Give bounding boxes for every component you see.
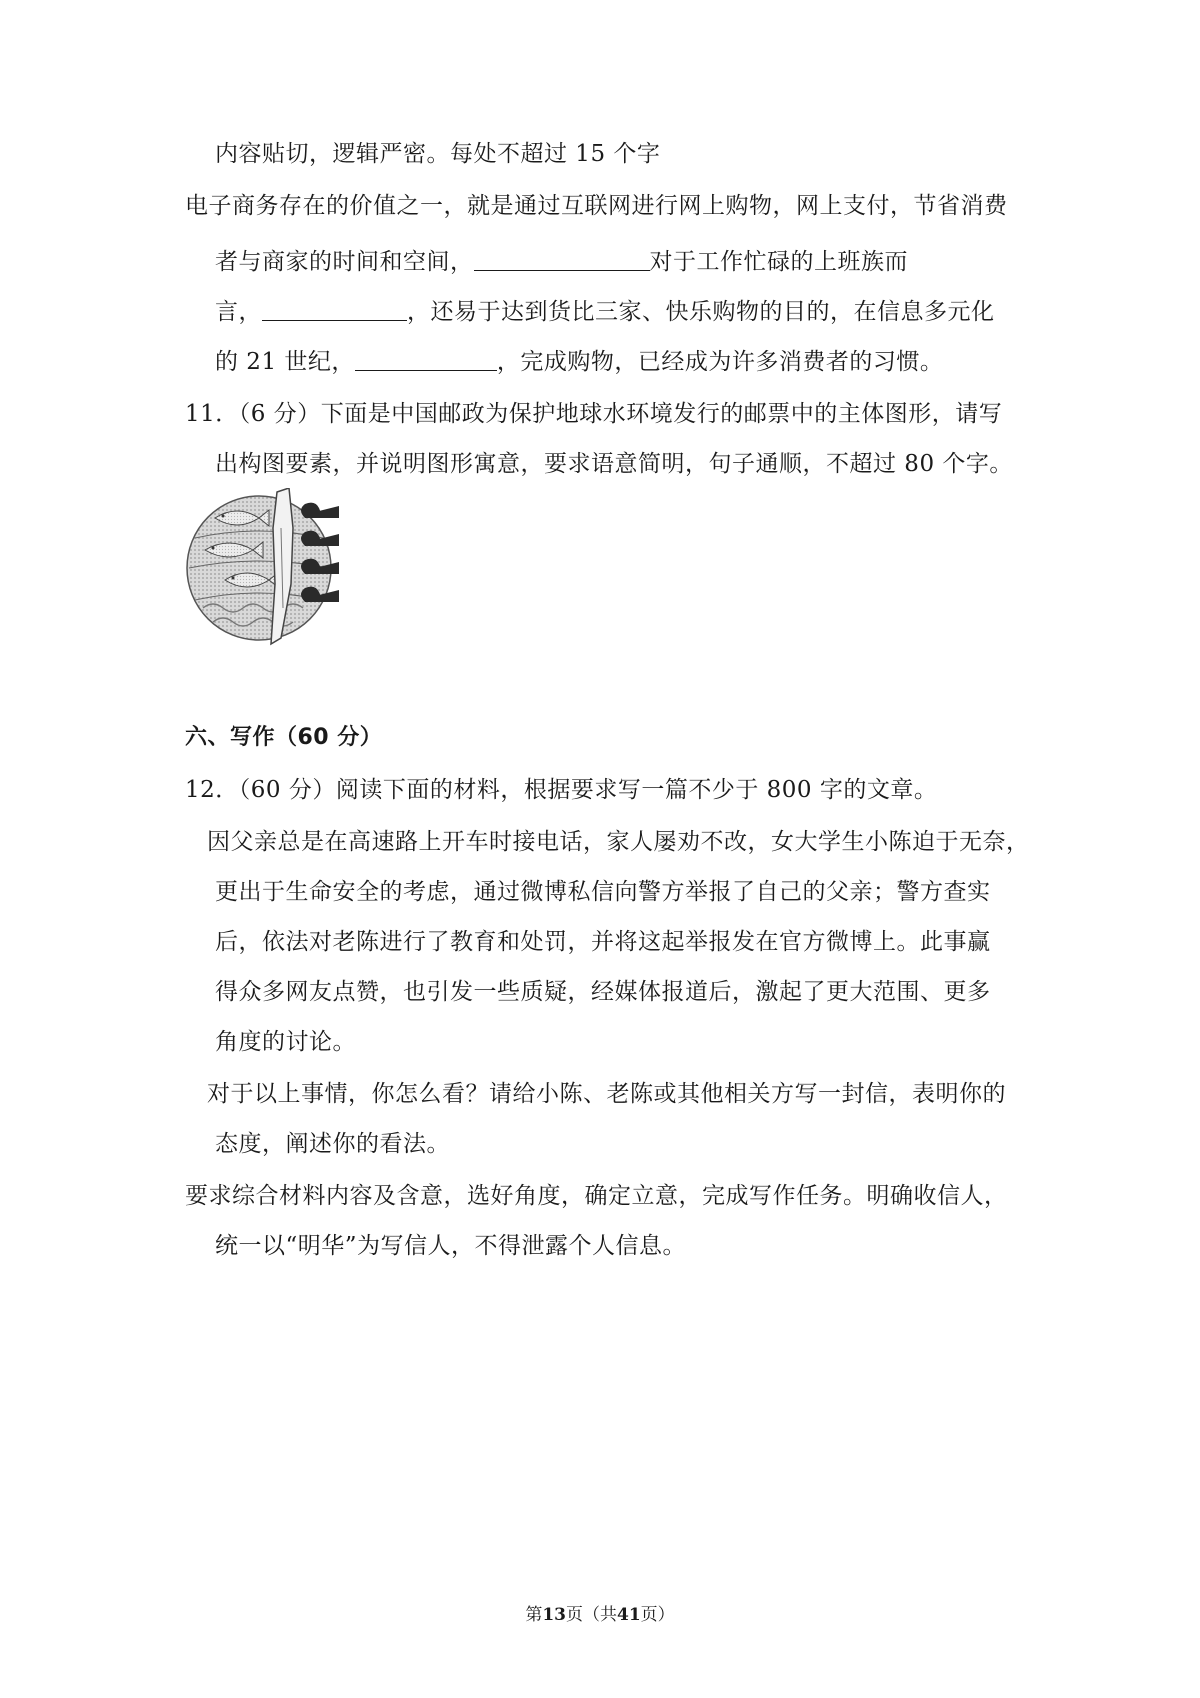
q12-requirement-line-1: 要求综合材料内容及含意，选好角度，确定立意，完成写作任务。明确收信人，: [185, 1183, 1008, 1209]
q10-passage-text: 的 21 世纪，: [215, 349, 355, 375]
q10-passage-line-2: [215, 246, 908, 278]
q12-material-line-2: 更出于生命安全的考虑，通过微博私信向警方举报了自己的父亲；警方查实: [215, 879, 991, 905]
q10-passage-line-4: [215, 346, 943, 378]
q12-task-line-2: 态度，阐述你的看法。: [215, 1131, 450, 1157]
current-page-number: 13: [542, 1605, 566, 1625]
footer-text: 第: [525, 1605, 543, 1625]
q10-passage-line-3: [215, 296, 995, 328]
q12-material-line-4: 得众多网友点赞，也引发一些质疑，经媒体报道后，激起了更大范围、更多: [215, 979, 991, 1005]
footer-text: 页）: [640, 1605, 675, 1625]
q10-passage-text: ，完成购物，已经成为许多消费者的习惯。: [496, 349, 944, 375]
total-pages-number: 41: [617, 1605, 641, 1625]
q12-intro: 12．（60 分）阅读下面的材料，根据要求写一篇不少于 800 字的文章。: [185, 777, 938, 803]
section-6-heading: 六、写作（60 分）: [185, 725, 383, 750]
q10-passage-text: 对于工作忙碌的上班族而: [649, 249, 908, 275]
q12-material-line-3: 后，依法对老陈进行了教育和处罚，并将这起举报发在官方微博上。此事赢: [215, 929, 991, 955]
page-footer: [0, 1600, 1200, 1625]
q12-requirement-line-2: 统一以“明华”为写信人，不得泄露个人信息。: [215, 1233, 687, 1259]
q12-task-line-1: 对于以上事情，你怎么看？请给小陈、老陈或其他相关方写一封信，表明你的: [207, 1081, 1006, 1107]
answer-blank-3[interactable]: [355, 348, 497, 371]
q10-passage-text: 言，: [215, 299, 262, 325]
q11-prompt-line-2: 出构图要素，并说明图形寓意，要求语意简明，句子通顺，不超过 80 个字。: [215, 451, 1013, 477]
answer-blank-1[interactable]: [474, 248, 650, 271]
footer-text: 页（共: [566, 1605, 617, 1625]
q10-passage-text: 者与商家的时间和空间，: [215, 249, 474, 275]
q12-material-line-5: 角度的讨论。: [215, 1029, 356, 1055]
q11-prompt-line-1: 11．（6 分）下面是中国邮政为保护地球水环境发行的邮票中的主体图形，请写: [185, 401, 1003, 427]
q12-material-line-1: 因父亲总是在高速路上开车时接电话，家人屡劝不改，女大学生小陈迫于无奈，: [207, 829, 1030, 855]
q10-passage-line-1: 电子商务存在的价值之一，就是通过互联网进行网上购物，网上支付，节省消费: [185, 193, 1008, 219]
water-protection-stamp-image: [185, 488, 365, 648]
q10-requirement-tail: 内容贴切，逻辑严密。每处不超过 15 个字: [215, 141, 661, 167]
q10-passage-text: ，还易于达到货比三家、快乐购物的目的，在信息多元化: [407, 299, 995, 325]
answer-blank-2[interactable]: [262, 298, 407, 321]
